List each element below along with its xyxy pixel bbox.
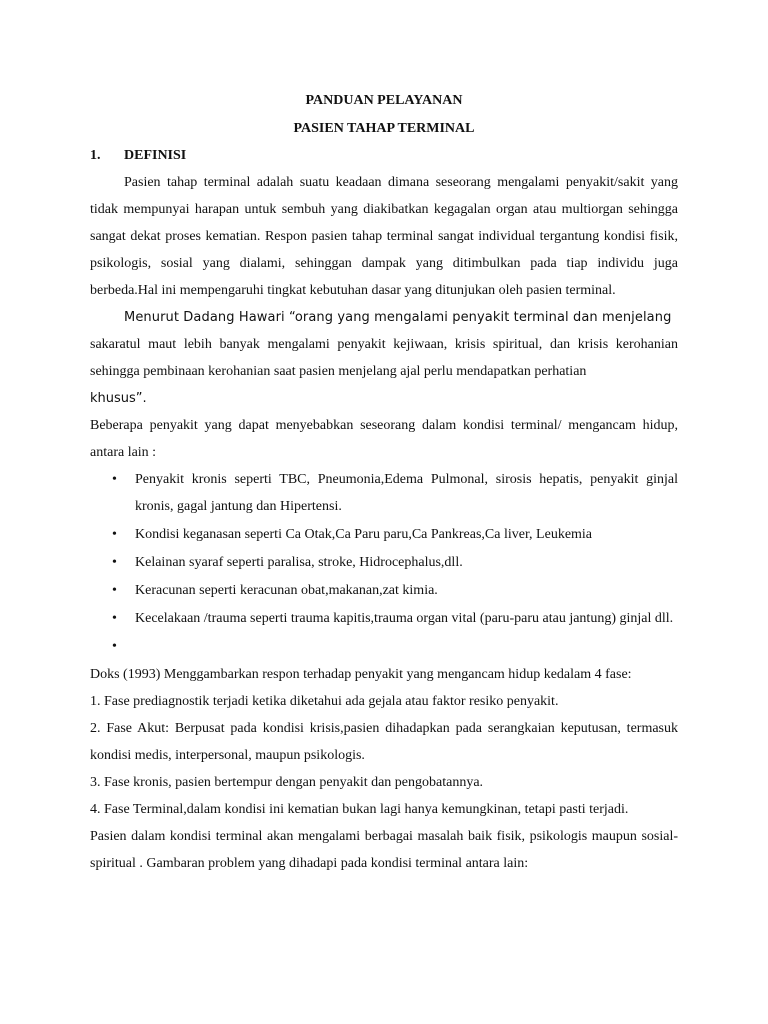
bullet-icon: • bbox=[112, 555, 117, 570]
list-item-empty bbox=[90, 633, 678, 660]
list-item bbox=[90, 521, 678, 548]
document-title-line-1: PANDUAN PELAYANAN bbox=[305, 93, 463, 108]
list-item-text: Kecelakaan /trauma seperti trauma kapitis,trauma organ vital (paru-paru atau jantung) ginjal dll. bbox=[135, 611, 674, 626]
section-heading bbox=[90, 142, 678, 169]
list-item bbox=[90, 605, 678, 632]
section-number: 1. bbox=[90, 148, 101, 163]
paragraph-phase-1: 1. Fase prediagnostik terjadi ketika diketahui ada gejala atau faktor resiko penyakit. bbox=[90, 694, 559, 709]
paragraph-phase-4: 4. Fase Terminal,dalam kondisi ini kematian bukan lagi hanya kemungkinan, tetapi pasti terjadi. bbox=[90, 802, 629, 817]
paragraph-problems-intro: Pasien dalam kondisi terminal akan mengalami berbagai masalah baik fisik, psikologis maupun sosial-spiritual . Gambaran problem yang dihadapi pada kondisi terminal antara lain: bbox=[90, 829, 678, 871]
paragraph-definition: Pasien tahap terminal adalah suatu keadaan dimana seseorang mengalami penyakit/sakit yang tidak mempunyai harapan untuk sembuh yang diakibatkan kegagalan organ atau multiorgan sehingga sangat dekat proses kematian. Respon pasien tahap terminal sangat individual tergantung kondisi fisik, psikologis, sosial yang dialami, sehinggan dampak yang ditimbulkan pada tiap individu juga berbeda.Hal ini mempengaruhi tingkat kebutuhan dasar yang ditunjukan oleh pasien terminal. bbox=[90, 175, 678, 298]
section-title: DEFINISI bbox=[124, 148, 187, 163]
document-title-line-2: PASIEN TAHAP TERMINAL bbox=[293, 121, 475, 136]
bullet-icon: • bbox=[112, 583, 117, 598]
list-item bbox=[90, 466, 678, 520]
list-item-text: Kelainan syaraf seperti paralisa, stroke, Hidrocephalus,dll. bbox=[135, 555, 463, 570]
paragraph-quote-intro: Menurut Dadang Hawari “orang yang mengalami penyakit terminal dan menjelang bbox=[124, 310, 672, 325]
list-item bbox=[90, 577, 678, 604]
bullet-icon: • bbox=[112, 639, 117, 654]
paragraph-quote-end: khusus”. bbox=[90, 391, 147, 406]
document-body bbox=[90, 87, 678, 877]
list-item-text: Kondisi keganasan seperti Ca Otak,Ca Paru paru,Ca Pankreas,Ca liver, Leukemia bbox=[135, 527, 593, 542]
list-item bbox=[90, 549, 678, 576]
paragraph-phase-2: 2. Fase Akut: Berpusat pada kondisi krisis,pasien dihadapkan pada serangkaian keputusan, termasuk kondisi medis, interpersonal, maupun psikologis. bbox=[90, 721, 678, 763]
bullet-icon: • bbox=[112, 611, 117, 626]
list-item-text: Keracunan seperti keracunan obat,makanan,zat kimia. bbox=[135, 583, 438, 598]
paragraph-phase-3: 3. Fase kronis, pasien bertempur dengan penyakit dan pengobatannya. bbox=[90, 775, 484, 790]
paragraph-disease-intro: Beberapa penyakit yang dapat menyebabkan seseorang dalam kondisi terminal/ mengancam hidup, antara lain : bbox=[90, 418, 678, 460]
disease-list bbox=[90, 466, 678, 660]
paragraph-quote-body: sakaratul maut lebih banyak mengalami penyakit kejiwaan, krisis spiritual, dan krisis kerohanian sehingga pembinaan kerohanian saat pasien menjelang ajal perlu mendapatkan perhatian bbox=[90, 337, 678, 379]
bullet-icon: • bbox=[112, 472, 117, 487]
list-item-text: Penyakit kronis seperti TBC, Pneumonia,Edema Pulmonal, sirosis hepatis, penyakit ginjal kronis, gagal jantung dan Hipertensi. bbox=[135, 472, 678, 514]
bullet-icon: • bbox=[112, 527, 117, 542]
paragraph-doks-intro: Doks (1993) Menggambarkan respon terhadap penyakit yang mengancam hidup kedalam 4 fase: bbox=[90, 667, 632, 682]
